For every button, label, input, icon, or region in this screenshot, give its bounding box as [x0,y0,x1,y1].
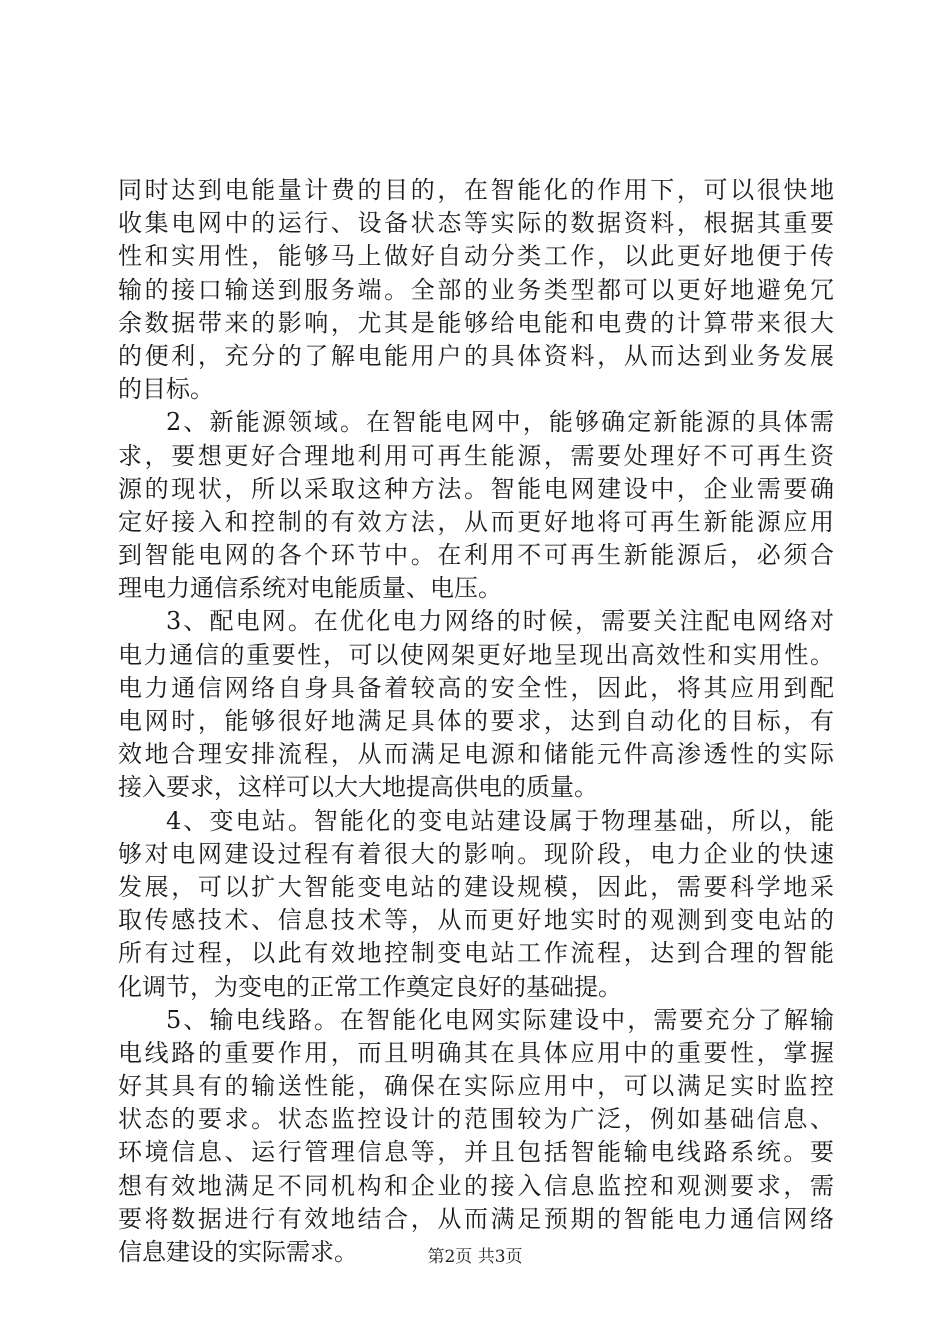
text-line: 定好接入和控制的有效方法，从而更好地将可再生新能源应用 [118,507,834,536]
text-line: 效地合理安排流程，从而满足电源和储能元件高渗透性的实际 [118,740,834,769]
paragraph-start-line: 5、输电线路。在智能化电网实际建设中，需要充分了解输 [166,1005,834,1034]
document-body [118,174,834,1269]
text-line: 环境信息、运行管理信息等，并且包括智能输电线路系统。要 [118,1138,834,1167]
paragraph-start-line: 4、变电站。智能化的变电站建设属于物理基础，所以，能 [166,806,834,835]
text-line: 电网时，能够很好地满足具体的要求，达到自动化的目标，有 [118,707,834,735]
text-line: 电力通信网络自身具备着较高的安全性，因此，将其应用到配 [118,673,834,702]
text-line: 化调节，为变电的正常工作奠定良好的基础提。 [118,972,622,1001]
text-line: 余数据带来的影响，尤其是能够给电能和电费的计算带来很大 [118,308,834,337]
text-line: 的目标。 [118,375,214,404]
text-line: 发展，可以扩大智能变电站的建设规模，因此，需要科学地采 [118,872,834,901]
text-line: 电力通信的重要性，可以使网架更好地呈现出高效性和实用性。 [118,640,834,669]
text-line: 收集电网中的运行、设备状态等实际的数据资料，根据其重要 [118,209,834,238]
text-line: 性和实用性，能够马上做好自动分类工作，以此更好地便于传 [118,242,834,271]
page-number: 第2页 共3页 [427,1247,523,1267]
text-line: 理电力通信系统对电能质量、电压。 [118,574,502,603]
paragraph-start-line: 2、新能源领域。在智能电网中，能够确定新能源的具体需 [166,408,834,437]
text-line: 同时达到电能量计费的目的，在智能化的作用下，可以很快地 [118,176,834,204]
text-line: 到智能电网的各个环节中。在利用不可再生新能源后，必须合 [118,541,834,570]
text-line: 求，要想更好合理地利用可再生能源，需要处理好不可再生资 [118,441,834,470]
text-line: 接入要求，这样可以大大地提高供电的质量。 [118,773,598,802]
text-line: 想有效地满足不同机构和企业的接入信息监控和观测要求，需 [118,1171,834,1200]
text-line: 信息建设的实际需求。 [118,1238,358,1266]
text-line: 状态的要求。状态监控设计的范围较为广泛，例如基础信息、 [118,1105,834,1134]
text-line: 取传感技术、信息技术等，从而更好地实时的观测到变电站的 [118,906,834,935]
text-line: 输的接口输送到服务端。全部的业务类型都可以更好地避免冗 [118,275,834,304]
text-line: 的便利，充分的了解电能用户的具体资料，从而达到业务发展 [118,341,834,370]
text-line: 要将数据进行有效地结合，从而满足预期的智能电力通信网络 [118,1204,834,1233]
text-line: 所有过程，以此有效地控制变电站工作流程，达到合理的智能 [118,939,834,968]
text-line: 够对电网建设过程有着很大的影响。现阶段，电力企业的快速 [118,839,834,868]
text-line: 电线路的重要作用，而且明确其在具体应用中的重要性，掌握 [118,1038,834,1067]
paragraph-start-line: 3、配电网。在优化电力网络的时候，需要关注配电网络对 [166,607,834,636]
text-line: 好其具有的输送性能，确保在实际应用中，可以满足实时监控 [118,1072,834,1101]
text-line: 源的现状，所以采取这种方法。智能电网建设中，企业需要确 [118,474,834,503]
